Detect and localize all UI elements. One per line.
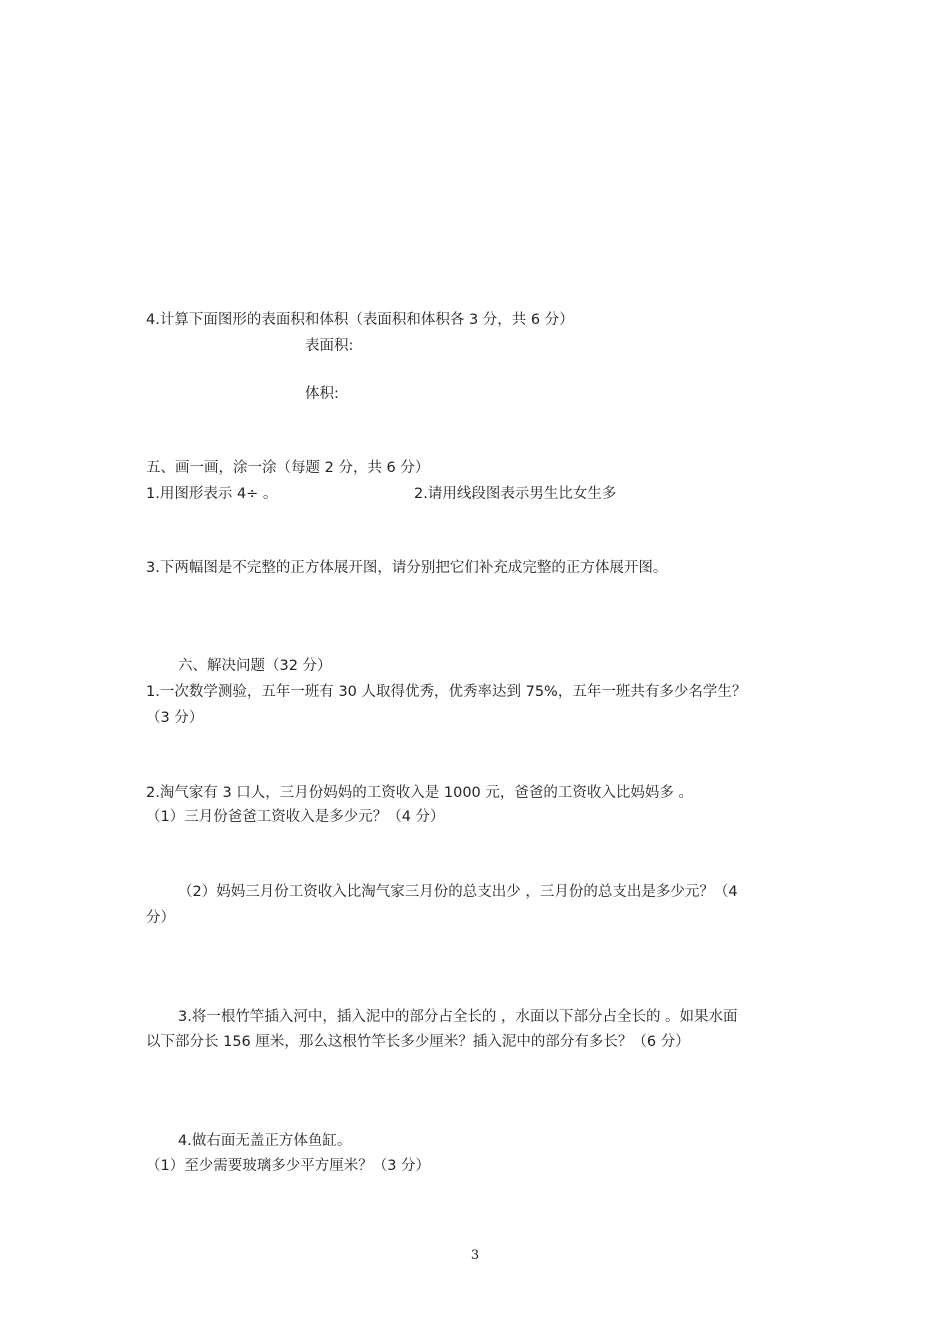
- volume-label: 体积:: [305, 386, 339, 402]
- section-5-heading: 五、画一画，涂一涂（每题 2 分，共 6 分）: [146, 460, 430, 476]
- section-6-question-3-line-2: 以下部分长 156 厘米，那么这根竹竿长多少厘米？插入泥中的部分有多长？（6 分）: [146, 1034, 690, 1050]
- question-4-title: 4.计算下面图形的表面积和体积（表面积和体积各 3 分，共 6 分）: [146, 312, 574, 328]
- section-6-question-1-line-2: （3 分）: [146, 710, 204, 726]
- section-5-question-3: 3.下两幅图是不完整的正方体展开图，请分别把它们补充成完整的正方体展开图。: [146, 560, 668, 576]
- section-6-question-2-sub-2-line-2: 分）: [146, 910, 175, 926]
- section-6-question-4-line-1: 4.做右面无盖正方体鱼缸。: [178, 1133, 352, 1149]
- section-5-question-2: 2.请用线段图表示男生比女生多: [414, 486, 617, 502]
- section-5-question-1: 1.用图形表示 4÷ 。: [146, 486, 278, 502]
- section-6-question-2-sub-1: （1）三月份爸爸工资收入是多少元？（4 分）: [146, 809, 445, 825]
- page-number: 3: [470, 1248, 480, 1263]
- section-6-question-4-sub-1: （1）至少需要玻璃多少平方厘米？（3 分）: [146, 1158, 431, 1174]
- section-6-question-2-sub-2-line-1: （2）妈妈三月份工资收入比淘气家三月份的总支出少 ，三月份的总支出是多少元？（4: [178, 884, 738, 900]
- section-6-question-2-line-1: 2.淘气家有 3 口人，三月份妈妈的工资收入是 1000 元，爸爸的工资收入比妈妈多 。: [146, 785, 694, 801]
- section-6-heading: 六、解决问题（32 分）: [178, 658, 332, 674]
- surface-area-label: 表面积:: [305, 338, 354, 354]
- section-6-question-1-line-1: 1.一次数学测验，五年一班有 30 人取得优秀，优秀率达到 75%，五年一班共有多少名学生？: [146, 684, 747, 700]
- section-6-question-3-line-1: 3.将一根竹竿插入河中，插入泥中的部分占全长的 ，水面以下部分占全长的 。如果水面: [178, 1009, 738, 1025]
